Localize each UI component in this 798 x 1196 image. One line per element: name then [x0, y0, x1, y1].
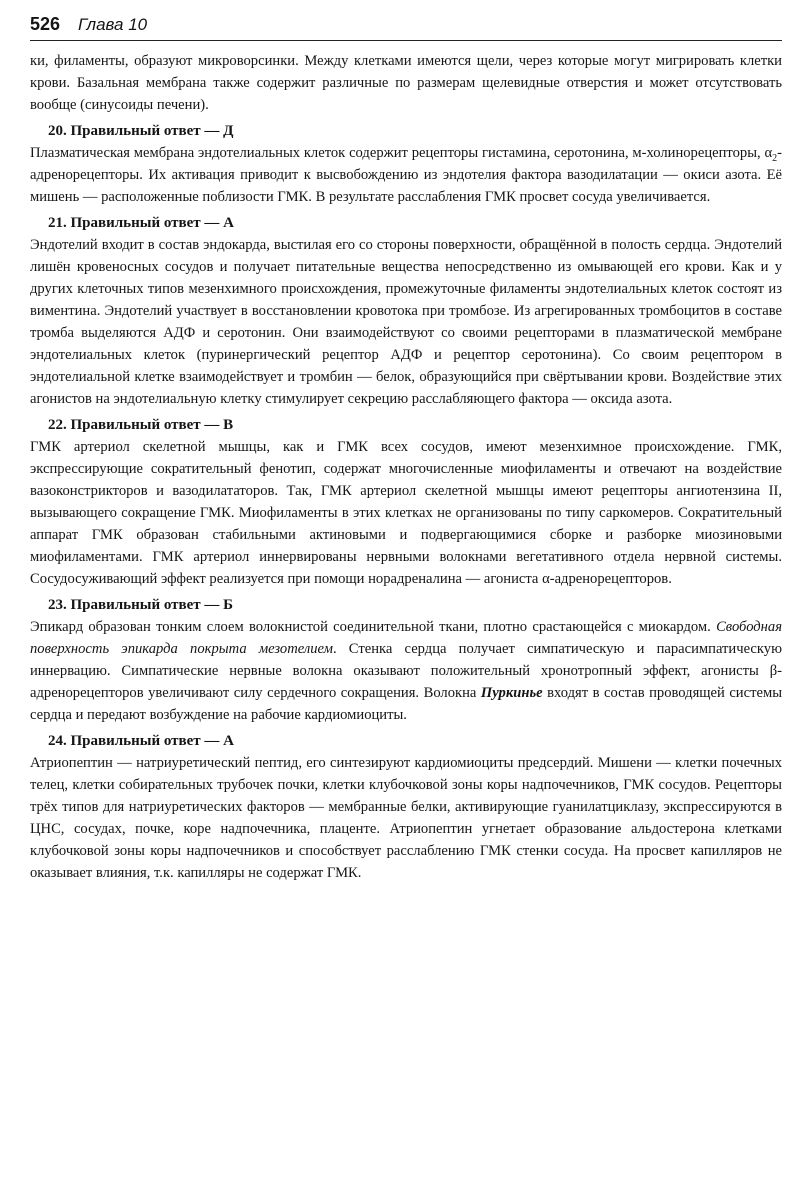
text-segment: Свободная поверхность эпикарда покрыта мезотелием: [30, 619, 782, 657]
text-segment: 2: [772, 152, 778, 164]
answer-explanation: [30, 616, 782, 726]
answer-explanation: [30, 436, 782, 590]
intro-paragraph: ки, филаменты, образуют микроворсинки. Между клетками имеются щели, через которые могут мигрировать клетки крови. Базальная мембрана также содержит различные по размерам щелевидные отверстия и может отсутствовать вообще (синусоиды печени).: [30, 53, 782, 113]
answer-section: [30, 730, 782, 884]
answer-section: [30, 414, 782, 590]
chapter-title: Глава 10: [78, 15, 148, 34]
answer-explanation: [30, 142, 782, 208]
answer-explanation: [30, 752, 782, 884]
text-segment: Эпикард образован тонким слоем волокнистой соединительной ткани, плотно срастающейся с миокардом.: [30, 619, 717, 635]
text-segment: Пуркинье: [480, 685, 543, 701]
answer-heading: 20. Правильный ответ — Д: [48, 123, 234, 139]
answer-heading: 23. Правильный ответ — Б: [48, 597, 234, 613]
text-segment: ГМК артериол скелетной мышцы, как и ГМК всех сосудов, имеют мезенхимное происхождение. ГМК, экспрессирующие сократительный фенотип, содержат многочисленные миофиламенты и отвечают на воздействие вазоконстрикторов и вазодилататоров. Так, ГМК артериол скелетной мышцы имеют рецепторы ангиотензина II, вызывающего сокращение ГМК. Миофиламенты в этих клетках не организованы по типу саркомеров. Сократительный аппарат ГМК образован стабильными актиновыми и подвергающимися сборке и разборке миозиновыми миофиламентами. ГМК артериол иннервированы нервными волокнами вегетативного отдела нервной системы. Сосудосуживающий эффект реализуется при помощи норадреналина — агониста α-адренорецепторов.: [30, 439, 782, 587]
text-segment: Атриопептин — натриуретический пептид, его синтезируют кардиомиоциты предсердий. Мишени — клетки почечных телец, клетки собирательных трубочек почки, клетки клубочковой зоны коры надпочечников, ГМК сосудов. Рецепторы трёх типов для натриуретических факторов — мембранные белки, активирующие гуанилатциклазу, экспрессируются в ЦНС, сосудах, почке, коре надпочечника, плаценте. Атриопептин угнетает образование альдостерона клетками клубочковой зоны коры надпочечников и способствует расслаблению ГМК стенки сосуда. На просвет капилляров не оказывает влияния, т.к. капилляры не содержат ГМК.: [30, 755, 782, 881]
answer-heading: 24. Правильный ответ — А: [48, 733, 234, 749]
answer-section: [30, 212, 782, 410]
answer-sections: [30, 120, 782, 884]
answer-heading: 21. Правильный ответ — А: [48, 215, 234, 231]
page-body: [30, 50, 782, 884]
answer-explanation: [30, 234, 782, 410]
text-segment: -адренорецепторы. Их активация приводит к высвобождению из эндотелия фактора вазодилатации — окиси азота. Её мишень — расположенные поблизости ГМК. В результате расслабления ГМК просвет сосуда увеличивается.: [30, 145, 782, 205]
text-segment: Эндотелий входит в состав эндокарда, выстилая его со стороны поверхности, обращённой в полость сердца. Эндотелий лишён кровеносных сосудов и получает питательные вещества непосредственно из омывающей его крови. Как и у других клеточных типов мезенхимного происхождения, промежуточные филаменты эндотелиальных клеток состоят из виментина. Эндотелий участвует в восстановлении кровотока при тромбозе. Из агрегированных тромбоцитов в составе тромба выделяются АДФ и серотонин. Они взаимодействуют со своими рецепторами в плазматической мембране эндотелиальных клеток (пуринергический рецептор АДФ и рецептор серотонина). Со своим рецептором в эндотелиальной клетке взаимодействует и тромбин — белок, образующийся при свёртывании крови. Воздействие этих агонистов на эндотелиальную клетку стимулирует секрецию расслабляющего фактора — оксида азота.: [30, 237, 782, 407]
text-segment: входят в состав проводящей системы сердца и передают возбуждение на рабочие кардиомиоциты.: [30, 685, 782, 723]
text-segment: Плазматическая мембрана эндотелиальных клеток содержит рецепторы гистамина, серотонина, м-холинорецепторы, α: [30, 145, 773, 161]
text-segment: . Стенка сердца получает симпатическую и парасимпатическую иннервацию. Симпатические нервные волокна оказывают положительный хронотропный эффект, агонисты β-адренорецепторов увеличивают силу сердечного сокращения. Волокна: [30, 641, 782, 701]
answer-section: [30, 120, 782, 208]
page-number: 526: [30, 14, 61, 34]
answer-section: [30, 594, 782, 726]
page-header: [30, 14, 782, 41]
answer-heading: 22. Правильный ответ — В: [48, 417, 234, 433]
